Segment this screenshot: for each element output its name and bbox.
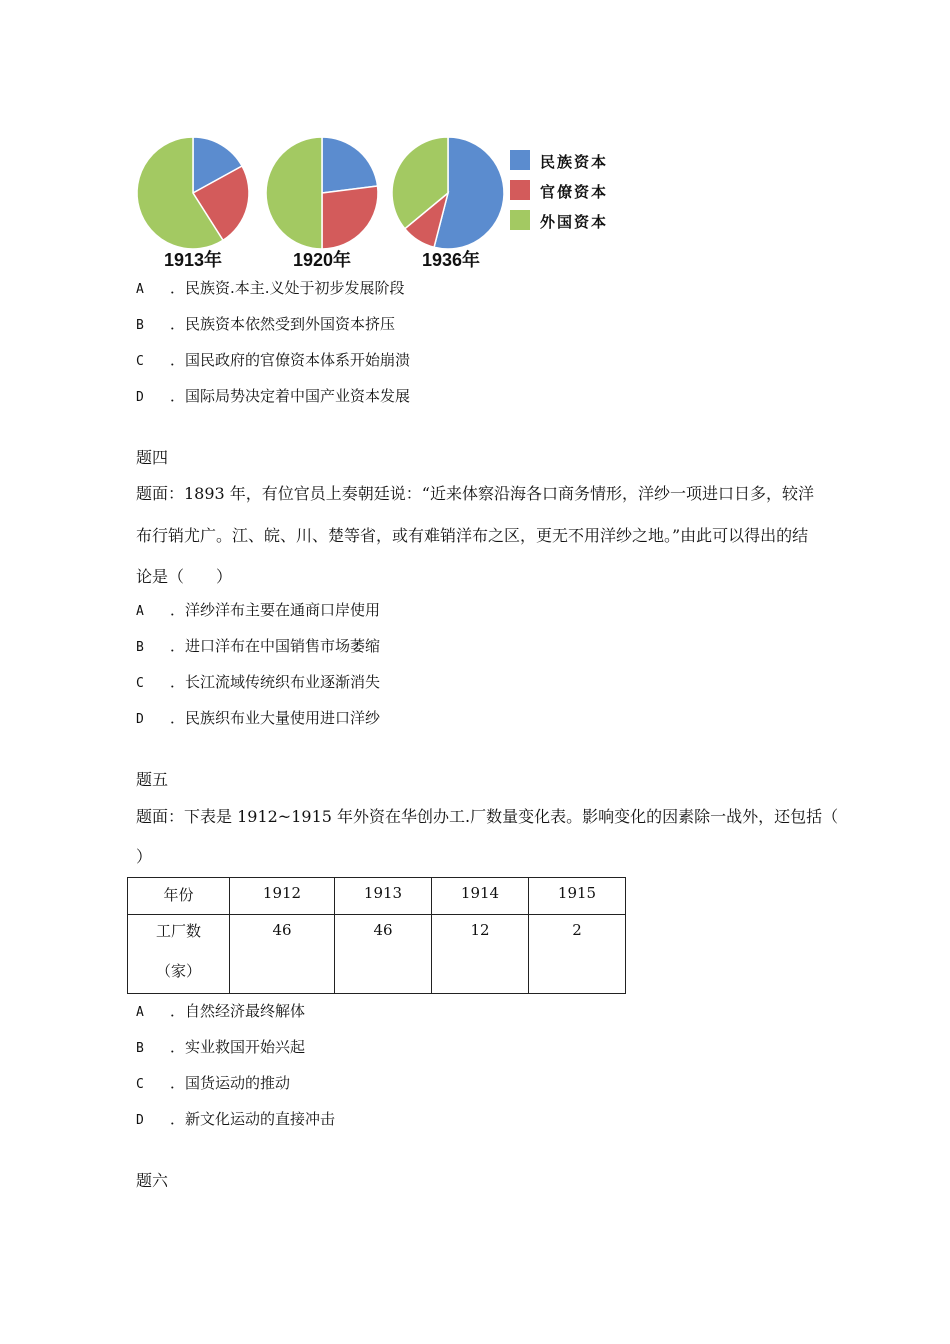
- table-header-cell: 1915: [529, 878, 626, 915]
- table-row-label-line-2: （家）: [155, 962, 201, 980]
- q4-heading: 题四: [136, 448, 169, 467]
- q5-option-d: D ．新文化运动的直接冲击: [136, 1110, 336, 1128]
- legend-swatch-foreign: [510, 210, 530, 230]
- legend-label-national: 民族资本: [540, 153, 609, 171]
- q5-heading: 题五: [136, 770, 169, 789]
- q4-option-d: D ．民族织布业大量使用进口洋纱: [136, 709, 381, 727]
- table-cell: 46: [230, 915, 335, 994]
- q3-option-c: C ．国民政府的官僚资本体系开始崩溃: [136, 351, 411, 369]
- q5-option-b: B ．实业救国开始兴起: [136, 1038, 306, 1056]
- table-header-cell: 1913: [335, 878, 432, 915]
- table-row-label: [128, 915, 230, 994]
- q5-stem-line-2: ）: [136, 847, 153, 866]
- q5-option-c: C ．国货运动的推动: [136, 1074, 291, 1092]
- q4-option-b: B ．进口洋布在中国销售市场萎缩: [136, 637, 381, 655]
- q4-stem-line-2: 布行销尤广。江、皖、川、楚等省，或有难销洋布之区，更无不用洋纱之地。”由此可以得出的结: [136, 526, 809, 545]
- q4-option-c: C ．长江流域传统织布业逐渐消失: [136, 673, 381, 691]
- table-row-label-line-1: 工厂数: [155, 922, 201, 940]
- legend-label-foreign: 外国资本: [540, 213, 609, 231]
- pie-year-label-1913: 1913年: [163, 250, 223, 270]
- q5-stem-line-1: 题面：下表是 1912~1915 年外资在华创办工.厂数量变化表。影响变化的因素除一战外，还包括（: [136, 807, 839, 826]
- q4-stem-line-3: 论是（ ）: [136, 567, 233, 586]
- table-row: [128, 915, 626, 994]
- legend-label-bureaucratic: 官僚资本: [540, 183, 609, 201]
- factory-count-table: [127, 877, 626, 994]
- legend-swatch-bureaucratic: [510, 180, 530, 200]
- table-cell: 12: [432, 915, 529, 994]
- table-cell: 46: [335, 915, 432, 994]
- pie-year-label-1920: 1920年: [292, 250, 352, 270]
- q3-option-a: A ．民族资.本主.义处于初步发展阶段: [136, 279, 405, 297]
- q4-stem-line-1: 题面：1893 年，有位官员上奏朝廷说：“近来体察沿海各口商务情形，洋纱一项进口日多，较洋: [136, 484, 814, 503]
- pie-slice-1920-bureaucratic: [322, 186, 378, 249]
- pie-slice-1920-national: [322, 137, 378, 193]
- pie-year-label-1936: 1936年: [421, 250, 481, 270]
- table-header-cell: 1914: [432, 878, 529, 915]
- table-header-cell: 年份: [128, 878, 230, 915]
- q6-heading: 题六: [136, 1171, 169, 1190]
- pie-slice-1920-foreign: [266, 137, 322, 249]
- table-header-row: [128, 878, 626, 915]
- capital-pie-charts: [0, 0, 950, 280]
- legend-swatch-national: [510, 150, 530, 170]
- q3-option-b: B ．民族资本依然受到外国资本挤压: [136, 315, 396, 333]
- q3-option-d: D ．国际局势决定着中国产业资本发展: [136, 387, 411, 405]
- table-header-cell: 1912: [230, 878, 335, 915]
- q4-option-a: A ．洋纱洋布主要在通商口岸使用: [136, 601, 381, 619]
- table-cell: 2: [529, 915, 626, 994]
- q5-option-a: A ．自然经济最终解体: [136, 1002, 306, 1020]
